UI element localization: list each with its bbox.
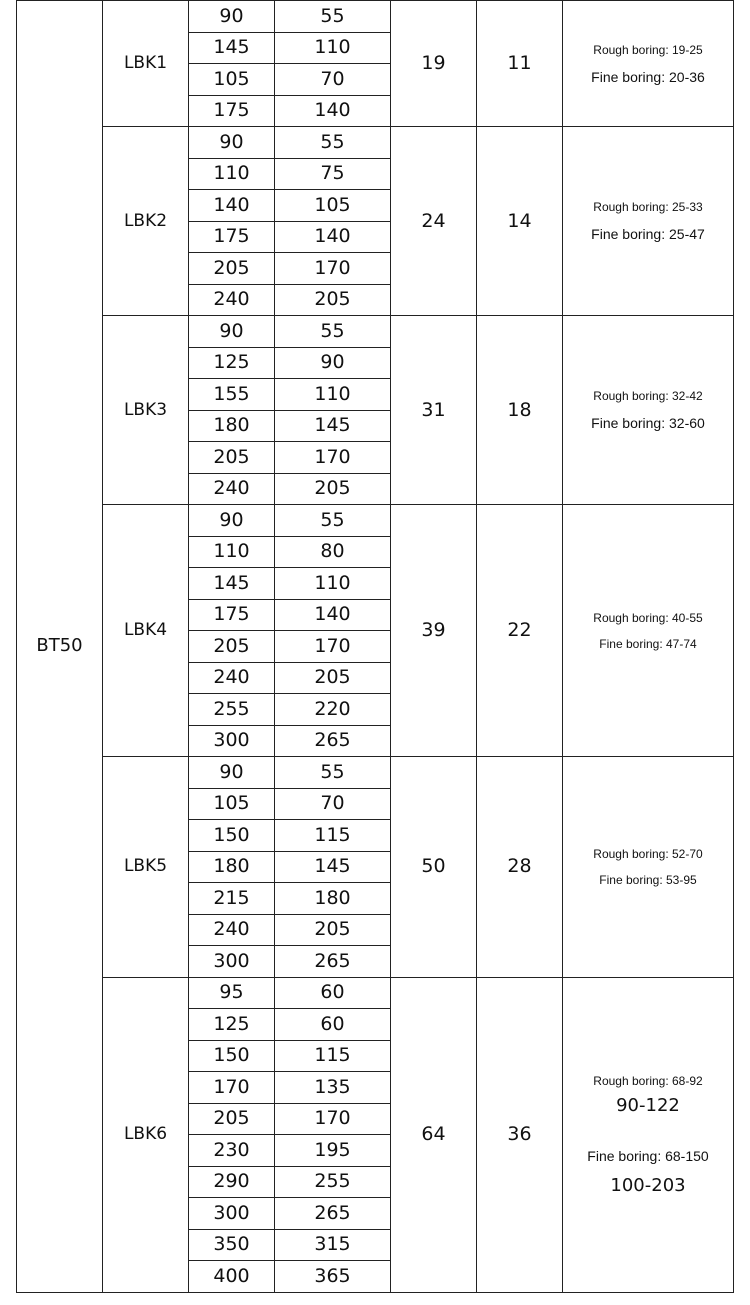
depth-cell: 110 <box>275 379 391 411</box>
fine-boring-label: Fine boring: 32-60 <box>591 415 705 431</box>
series-cell: BT50 <box>17 1 103 1293</box>
depth-cell: 205 <box>275 473 391 505</box>
length-cell: 175 <box>189 95 275 127</box>
depth-cell: 145 <box>275 410 391 442</box>
m-cell: 14 <box>477 127 563 316</box>
depth-cell: 60 <box>275 977 391 1009</box>
rough-boring-range: 90-122 <box>616 1094 680 1116</box>
depth-cell: 170 <box>275 1103 391 1135</box>
length-cell: 90 <box>189 316 275 348</box>
m-cell: 22 <box>477 505 563 757</box>
length-cell: 240 <box>189 662 275 694</box>
length-cell: 145 <box>189 32 275 64</box>
model-cell: LBK4 <box>103 505 189 757</box>
depth-cell: 55 <box>275 1 391 33</box>
length-cell: 240 <box>189 473 275 505</box>
depth-cell: 110 <box>275 568 391 600</box>
depth-cell: 70 <box>275 64 391 96</box>
depth-cell: 60 <box>275 1009 391 1041</box>
table-row <box>17 1 734 33</box>
length-cell: 255 <box>189 694 275 726</box>
boring-range-cell <box>563 316 734 505</box>
length-cell: 90 <box>189 757 275 789</box>
length-cell: 350 <box>189 1229 275 1261</box>
depth-cell: 220 <box>275 694 391 726</box>
length-cell: 110 <box>189 158 275 190</box>
boring-range-cell <box>563 977 734 1292</box>
depth-cell: 55 <box>275 127 391 159</box>
rough-boring-label: Rough boring: 52-70 <box>593 846 703 861</box>
length-cell: 300 <box>189 1198 275 1230</box>
depth-cell: 180 <box>275 883 391 915</box>
depth-cell: 205 <box>275 662 391 694</box>
spec-table <box>16 0 734 1293</box>
length-cell: 95 <box>189 977 275 1009</box>
fine-boring-label: Fine boring: 47-74 <box>599 636 697 651</box>
table-row <box>17 505 734 537</box>
depth-cell: 265 <box>275 725 391 757</box>
depth-cell: 115 <box>275 820 391 852</box>
d-cell: 64 <box>391 977 477 1292</box>
length-cell: 125 <box>189 347 275 379</box>
length-cell: 170 <box>189 1072 275 1104</box>
boring-range-cell <box>563 127 734 316</box>
length-cell: 290 <box>189 1166 275 1198</box>
length-cell: 140 <box>189 190 275 222</box>
depth-cell: 170 <box>275 631 391 663</box>
depth-cell: 80 <box>275 536 391 568</box>
length-cell: 230 <box>189 1135 275 1167</box>
table-row <box>17 757 734 789</box>
length-cell: 205 <box>189 442 275 474</box>
table-row <box>17 127 734 159</box>
depth-cell: 55 <box>275 757 391 789</box>
length-cell: 240 <box>189 284 275 316</box>
length-cell: 145 <box>189 568 275 600</box>
length-cell: 110 <box>189 536 275 568</box>
depth-cell: 140 <box>275 221 391 253</box>
depth-cell: 145 <box>275 851 391 883</box>
depth-cell: 170 <box>275 253 391 285</box>
model-cell: LBK6 <box>103 977 189 1292</box>
length-cell: 300 <box>189 946 275 978</box>
length-cell: 90 <box>189 127 275 159</box>
fine-boring-label: Fine boring: 53-95 <box>599 872 697 887</box>
length-cell: 180 <box>189 851 275 883</box>
m-cell: 36 <box>477 977 563 1292</box>
model-cell: LBK2 <box>103 127 189 316</box>
model-cell: LBK3 <box>103 316 189 505</box>
fine-boring-label: Fine boring: 20-36 <box>591 68 705 85</box>
length-cell: 205 <box>189 253 275 285</box>
depth-cell: 110 <box>275 32 391 64</box>
length-cell: 105 <box>189 788 275 820</box>
length-cell: 180 <box>189 410 275 442</box>
length-cell: 90 <box>189 505 275 537</box>
length-cell: 300 <box>189 725 275 757</box>
d-cell: 50 <box>391 757 477 978</box>
depth-cell: 170 <box>275 442 391 474</box>
depth-cell: 255 <box>275 1166 391 1198</box>
depth-cell: 365 <box>275 1261 391 1293</box>
depth-cell: 265 <box>275 946 391 978</box>
fine-boring-range: 100-203 <box>610 1174 686 1196</box>
depth-cell: 135 <box>275 1072 391 1104</box>
depth-cell: 265 <box>275 1198 391 1230</box>
table-row <box>17 977 734 1009</box>
m-cell: 28 <box>477 757 563 978</box>
depth-cell: 140 <box>275 599 391 631</box>
boring-range-cell <box>563 757 734 978</box>
depth-cell: 75 <box>275 158 391 190</box>
depth-cell: 315 <box>275 1229 391 1261</box>
fine-boring-label: Fine boring: 68-150 <box>587 1147 709 1164</box>
m-cell: 11 <box>477 1 563 127</box>
boring-range-cell <box>563 1 734 127</box>
boring-range-cell <box>563 505 734 757</box>
depth-cell: 205 <box>275 914 391 946</box>
m-cell: 18 <box>477 316 563 505</box>
depth-cell: 105 <box>275 190 391 222</box>
length-cell: 400 <box>189 1261 275 1293</box>
rough-boring-label: Rough boring: 19-25 <box>593 42 703 57</box>
depth-cell: 205 <box>275 284 391 316</box>
length-cell: 125 <box>189 1009 275 1041</box>
rough-boring-label: Rough boring: 68-92 <box>593 1073 703 1088</box>
length-cell: 105 <box>189 64 275 96</box>
depth-cell: 55 <box>275 505 391 537</box>
depth-cell: 70 <box>275 788 391 820</box>
length-cell: 150 <box>189 820 275 852</box>
depth-cell: 140 <box>275 95 391 127</box>
length-cell: 205 <box>189 631 275 663</box>
rough-boring-label: Rough boring: 25-33 <box>593 200 703 214</box>
depth-cell: 90 <box>275 347 391 379</box>
d-cell: 19 <box>391 1 477 127</box>
d-cell: 39 <box>391 505 477 757</box>
model-cell: LBK1 <box>103 1 189 127</box>
depth-cell: 55 <box>275 316 391 348</box>
length-cell: 175 <box>189 221 275 253</box>
length-cell: 155 <box>189 379 275 411</box>
length-cell: 150 <box>189 1040 275 1072</box>
model-cell: LBK5 <box>103 757 189 978</box>
d-cell: 31 <box>391 316 477 505</box>
table-row <box>17 316 734 348</box>
length-cell: 215 <box>189 883 275 915</box>
rough-boring-label: Rough boring: 40-55 <box>593 610 703 625</box>
d-cell: 24 <box>391 127 477 316</box>
rough-boring-label: Rough boring: 32-42 <box>593 389 703 403</box>
length-cell: 205 <box>189 1103 275 1135</box>
length-cell: 90 <box>189 1 275 33</box>
length-cell: 240 <box>189 914 275 946</box>
fine-boring-label: Fine boring: 25-47 <box>591 226 705 242</box>
length-cell: 175 <box>189 599 275 631</box>
depth-cell: 195 <box>275 1135 391 1167</box>
depth-cell: 115 <box>275 1040 391 1072</box>
